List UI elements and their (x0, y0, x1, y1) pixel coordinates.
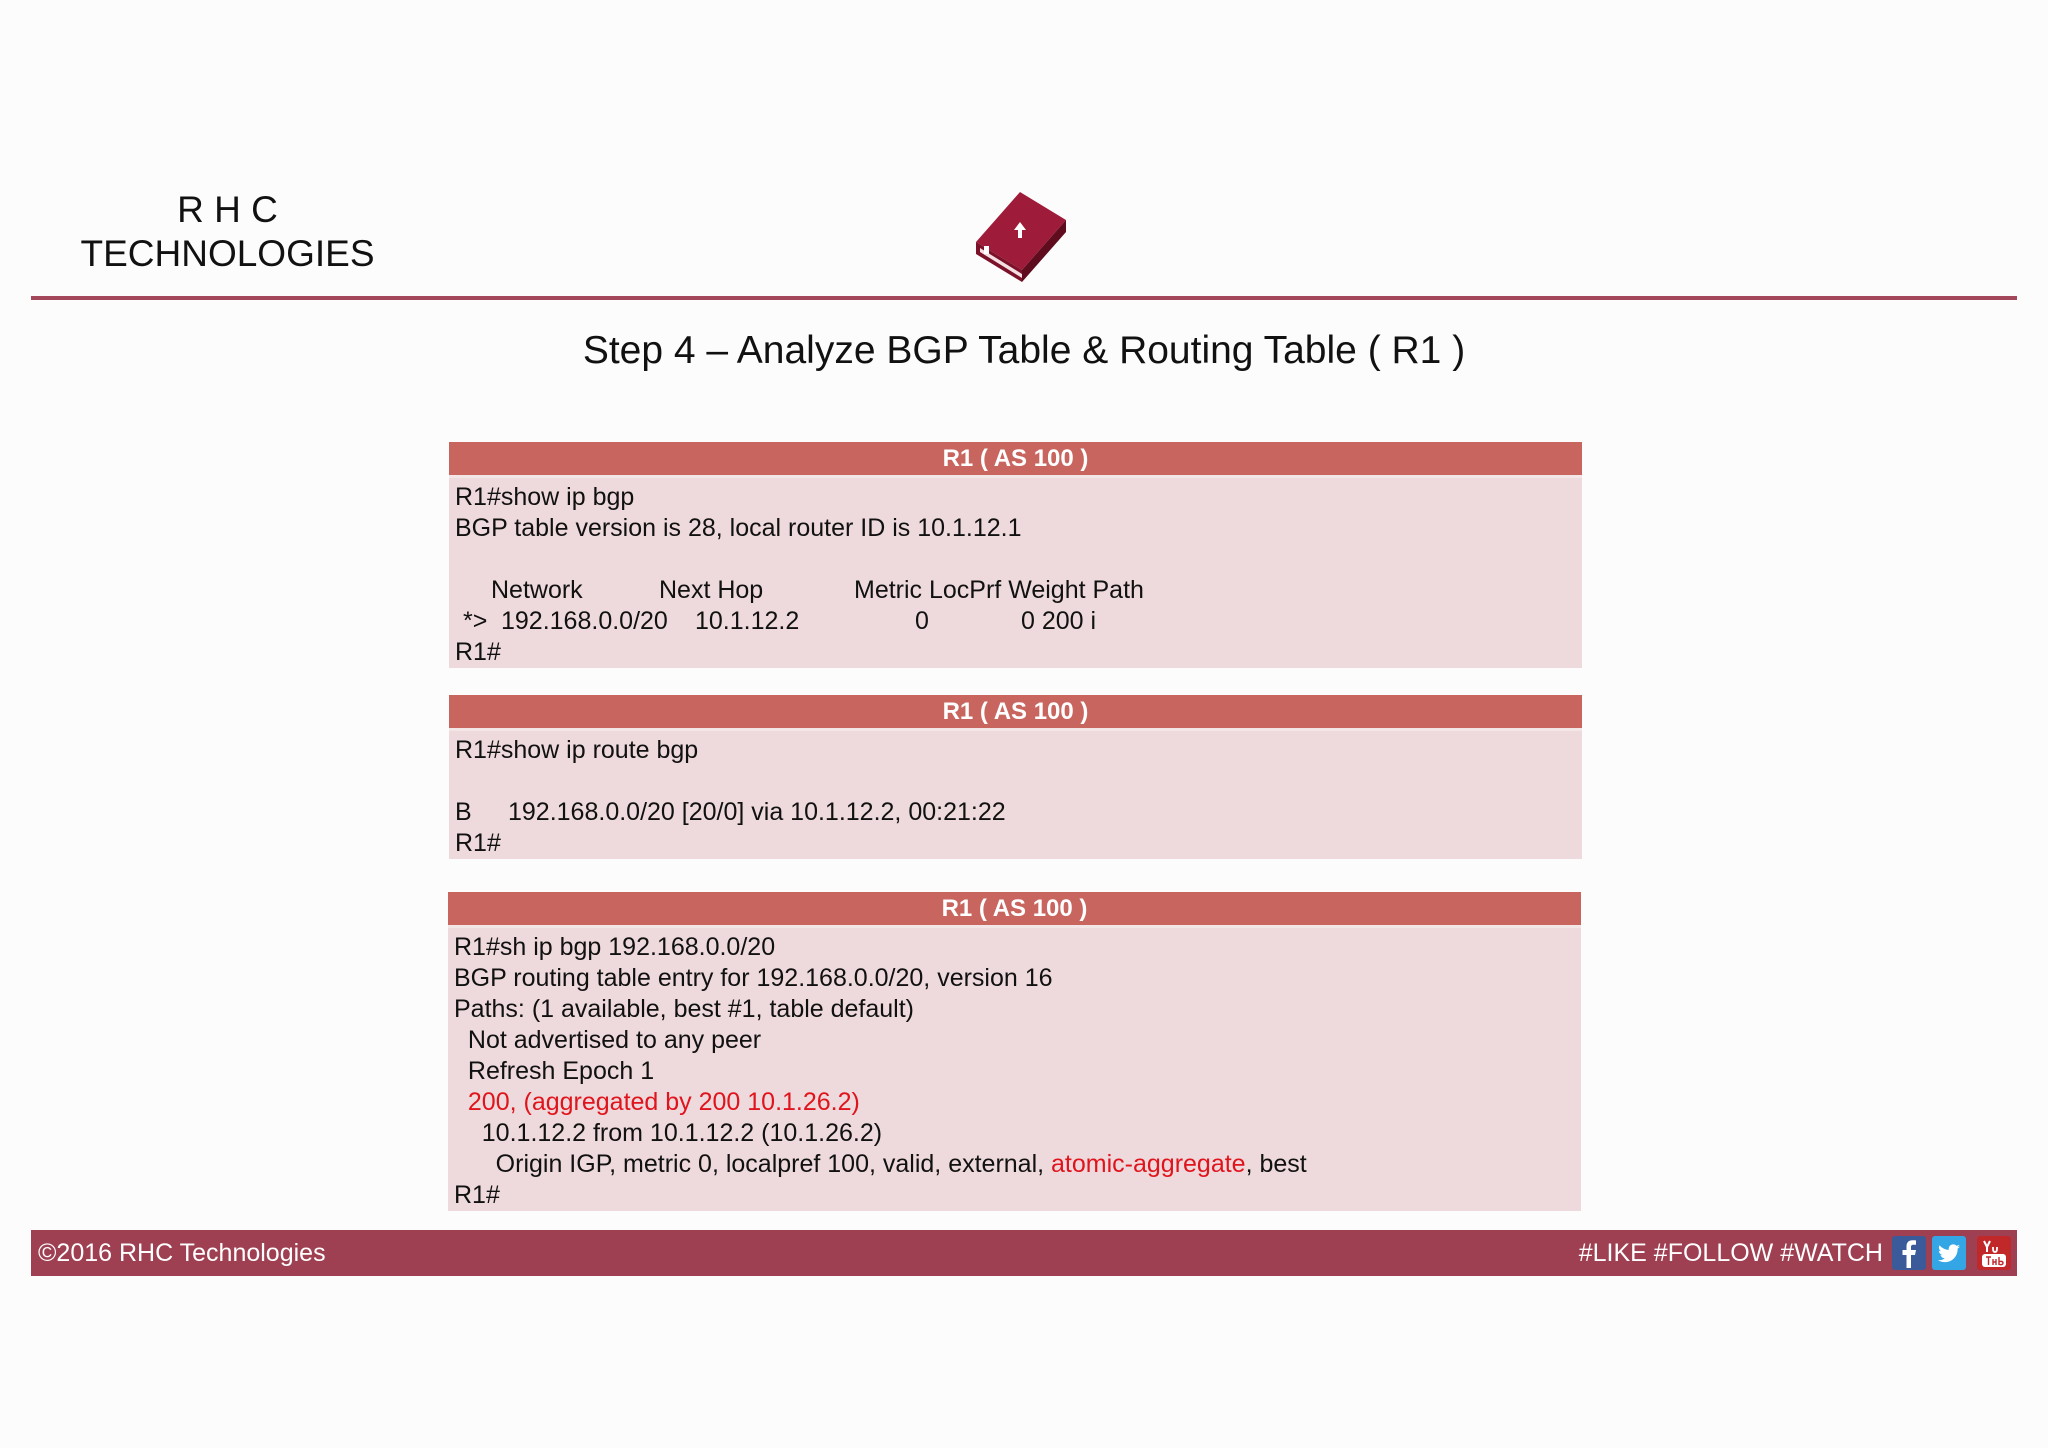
youtube-icon[interactable] (1977, 1236, 2011, 1270)
brand-line-2: TECHNOLOGIES (80, 233, 375, 274)
prompt-line: R1# (454, 1181, 500, 1209)
brand-name (40, 188, 415, 276)
social-hashtags: #LIKE #FOLLOW #WATCH (1578, 1239, 1883, 1267)
twitter-icon[interactable] (1932, 1236, 1966, 1270)
column-network: Network (491, 576, 583, 604)
panel-header: R1 ( AS 100 ) (449, 695, 1582, 731)
panel-header: R1 ( AS 100 ) (449, 442, 1582, 478)
facebook-icon[interactable] (1892, 1236, 1926, 1270)
bgp-table-panel (449, 442, 1582, 668)
command-line: R1#show ip route bgp (455, 736, 699, 764)
header-divider (31, 296, 2017, 300)
aggregated-path-line: 200, (aggregated by 200 10.1.26.2) (454, 1088, 860, 1116)
output-line: BGP table version is 28, local router ID is 10.1.12.1 (455, 514, 1022, 542)
routing-table-panel (449, 695, 1582, 859)
panel-body (448, 928, 1581, 1211)
prompt-line: R1# (455, 829, 501, 857)
book-logo-icon (970, 186, 1072, 286)
origin-prefix: Origin IGP, metric 0, localpref 100, valid, external, (454, 1150, 1052, 1178)
copyright-text: ©2016 RHC Technologies (38, 1239, 326, 1267)
bgp-table-row (455, 606, 1576, 637)
origin-suffix: , best (1245, 1150, 1307, 1178)
column-metric-locprf-weight-path: Metric LocPrf Weight Path (854, 576, 1144, 604)
blank-line (455, 544, 1576, 575)
output-line: 10.1.12.2 from 10.1.12.2 (10.1.26.2) (454, 1119, 883, 1147)
atomic-aggregate-highlight: atomic-aggregate (1051, 1150, 1246, 1178)
output-line: BGP routing table entry for 192.168.0.0/20, version 16 (454, 964, 1053, 992)
slide-title: Step 4 – Analyze BGP Table & Routing Table ( R1 ) (582, 329, 1466, 372)
column-next-hop: Next Hop (659, 576, 764, 604)
output-line: Not advertised to any peer (454, 1026, 762, 1054)
blank-line (455, 766, 1576, 797)
bgp-prefix-detail-panel (448, 892, 1581, 1211)
footer-bar (31, 1230, 2017, 1276)
route-details: 192.168.0.0/20 [20/0] via 10.1.12.2, 00:21:22 (508, 798, 1006, 826)
panel-header: R1 ( AS 100 ) (448, 892, 1581, 928)
command-line: R1#show ip bgp (455, 483, 635, 511)
row-next-hop: 10.1.12.2 (695, 607, 800, 635)
row-metric: 0 (915, 607, 929, 635)
output-line: Paths: (1 available, best #1, table default) (454, 995, 915, 1023)
panel-body (449, 478, 1582, 668)
panel-body (449, 731, 1582, 859)
row-weight-path: 0 200 i (1021, 607, 1097, 635)
row-status: *> (463, 607, 488, 635)
route-code: B (455, 798, 472, 826)
origin-line (454, 1149, 1575, 1180)
bgp-table-header (455, 575, 1576, 606)
row-network: 192.168.0.0/20 (501, 607, 668, 635)
route-entry (455, 797, 1576, 828)
prompt-line: R1# (455, 638, 501, 666)
brand-line-1: R H C (177, 189, 278, 230)
output-line: Refresh Epoch 1 (454, 1057, 655, 1085)
command-line: R1#sh ip bgp 192.168.0.0/20 (454, 933, 776, 961)
